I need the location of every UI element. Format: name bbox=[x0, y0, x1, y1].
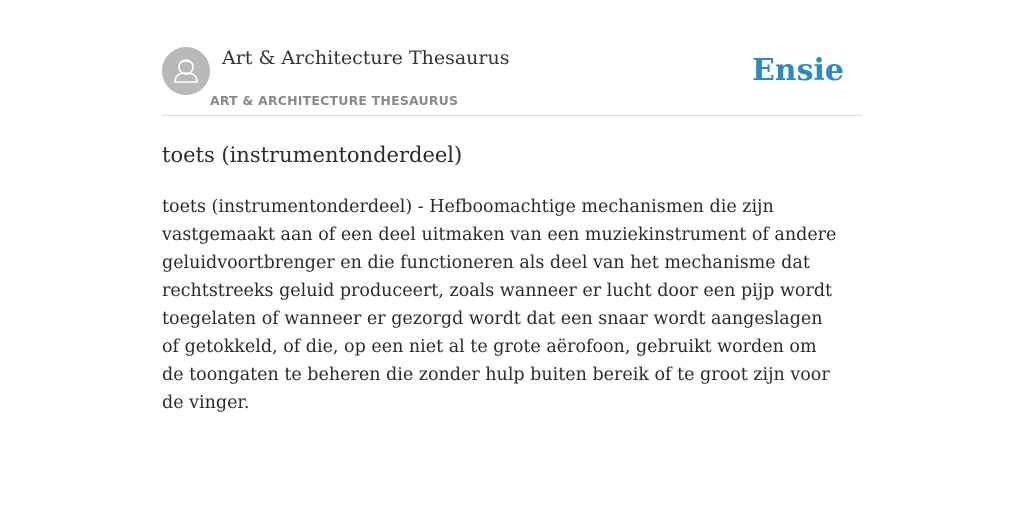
source-subtitle[interactable]: ART & ARCHITECTURE THESAURUS bbox=[210, 93, 459, 108]
avatar[interactable] bbox=[162, 47, 210, 95]
source-title[interactable]: Art & Architecture Thesaurus bbox=[222, 47, 510, 69]
definition-text: toets (instrumentonderdeel) - Hefboomachtige mechanismen die zijn vastgemaakt aan of een deel uitmaken van een muziekinstrument of andere geluidvoortbrenger en die functioneren als deel van het mechanisme dat rechtstreeks geluid produceert, zoals wanneer er lucht door een pijp wordt toegelaten of wanneer er gezorgd wordt dat een snaar wordt aangeslagen of getokkeld, of die, op een niet al te grote aërofoon, gebruikt worden om de toongaten te beheren die zonder hulp buiten bereik of te groot zijn voor de vinger. bbox=[162, 197, 837, 413]
user-icon bbox=[162, 47, 210, 95]
brand-logo[interactable]: Ensie bbox=[751, 53, 844, 88]
entry-card bbox=[162, 46, 862, 417]
entry-header bbox=[162, 46, 862, 116]
term-heading: toets (instrumentonderdeel) bbox=[162, 143, 463, 167]
